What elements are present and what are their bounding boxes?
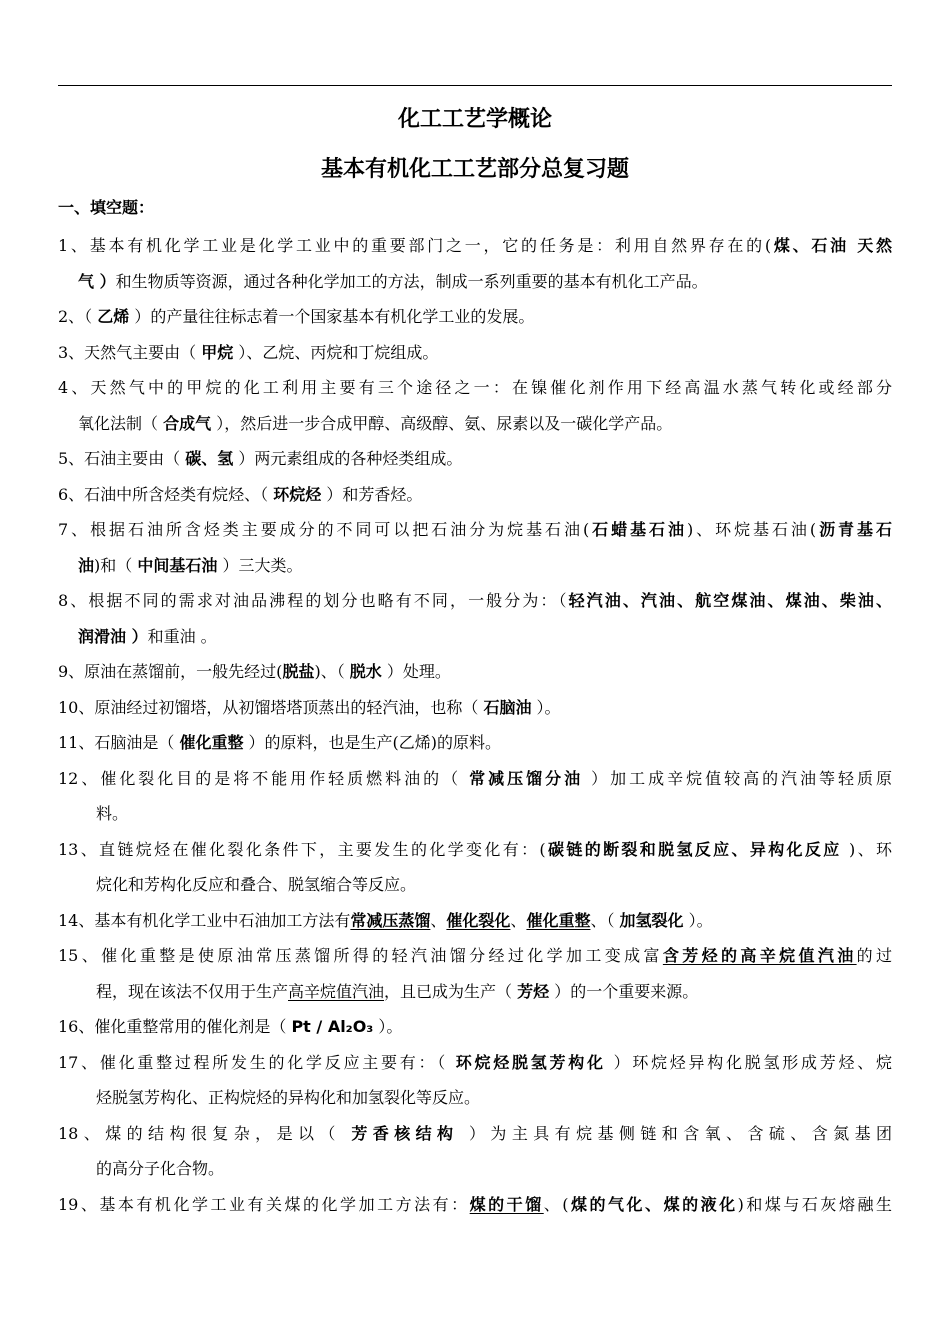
answer: 常减压蒸馏: [350, 910, 431, 930]
list-item: [58, 761, 892, 832]
item-line: 程，现在该法不仅用于生产高辛烷值汽油，且已成为生产（ 芳烃 ）的一个重要来源。: [96, 981, 699, 1001]
answer: 轻汽油、汽油、航空煤油、煤油、柴油、: [568, 591, 892, 610]
answer: 加氢裂化: [619, 910, 684, 930]
list-item: [58, 512, 892, 583]
answer: 高辛烷值汽油: [288, 981, 385, 1001]
answer: 脱盐: [282, 662, 315, 681]
item-line: 17、催化重整过程所发生的化学反应主要有：（ 环烷烃脱氢芳构化 ）环烷烃异构化脱氢形成芳烃、烷: [58, 1052, 892, 1072]
item-line: 烃脱氢芳构化、正构烷烃的异构化和加氢裂化等反应。: [96, 1088, 481, 1107]
list-item: [58, 832, 892, 903]
answer: 油: [78, 555, 95, 575]
answer: 合成气: [163, 413, 212, 433]
answer: 石脑油: [483, 697, 532, 717]
answer: 含芳烃的高辛烷值汽油: [662, 946, 857, 965]
item-line: 16、催化重整常用的催化剂是（ Pt / Al₂O₃ ）。: [58, 1017, 403, 1036]
item-line: 19、基本有机化学工业有关煤的化学加工方法有：煤的干馏、(煤的气化、煤的液化)和煤与石灰熔融生: [58, 1194, 892, 1214]
item-line: 2、（ 乙烯 ）的产量往往标志着一个国家基本有机化学工业的发展。: [58, 307, 535, 326]
item-line: 5、石油主要由（ 碳、氢 ）两元素组成的各种烃类组成。: [58, 449, 463, 468]
answer: Pt / Al₂O₃: [291, 1017, 374, 1036]
answer: 芳香核结构: [351, 1123, 459, 1143]
item-line: 气 ）和生物质等资源，通过各种化学加工的方法，制成一系列重要的基本有机化工产品。: [78, 271, 708, 291]
answer: 碳、氢: [185, 449, 234, 468]
header-rule: [58, 85, 892, 86]
list-item: [58, 583, 892, 654]
section-heading: 一、填空题：: [58, 198, 155, 217]
answer: 脱水: [349, 662, 382, 681]
list-item: [58, 228, 892, 299]
list-item: [58, 299, 892, 335]
item-line: 料。: [96, 804, 129, 823]
list-item: [58, 441, 892, 477]
item-line: 油)和（ 中间基石油 ）三大类。: [78, 555, 303, 575]
answer: 煤的干馏: [469, 1194, 544, 1214]
item-line: 1、基本有机化学工业是化学工业中的重要部门之一，它的任务是：利用自然界存在的(煤、石油 天然: [58, 236, 892, 255]
item-line: 7、根据石油所含烃类主要成分的不同可以把石油分为烷基石油(石蜡基石油)、环烷基石油(沥青基石: [58, 520, 892, 539]
list-item: [58, 725, 892, 761]
answer: 环烷烃: [273, 484, 322, 504]
item-line: 18、煤的结构很复杂，是以（ 芳香核结构 ）为主具有烷基侧链和含氧、含硫、含氮基团: [58, 1123, 892, 1143]
answer: 石蜡基石油: [589, 520, 687, 539]
item-line: 烷化和芳构化反应和叠合、脱氢缩合等反应。: [96, 875, 417, 894]
item-line: 10、原油经过初馏塔，从初馏塔塔顶蒸出的轻汽油，也称（ 石脑油 ）。: [58, 697, 561, 717]
answer: 芳烃: [517, 981, 550, 1001]
list-item: [58, 938, 892, 1009]
item-line: 14、基本有机化学工业中石油加工方法有常减压蒸馏、催化裂化、催化重整、（ 加氢裂化 ）。: [58, 910, 713, 930]
item-line: 4、天然气中的甲烷的化工利用主要有三个途径之一：在镍催化剂作用下经高温水蒸气转化或经部分: [58, 378, 892, 397]
answer: 润滑油 ）: [78, 626, 148, 646]
item-line: 15、催化重整是使原油常压蒸馏所得的轻汽油馏分经过化学加工变成富含芳烃的高辛烷值汽油的过: [58, 946, 892, 965]
list-item: [58, 1045, 892, 1116]
item-line: 3、天然气主要由（ 甲烷 ）、乙烷、丙烷和丁烷组成。: [58, 342, 439, 362]
answer: 煤、石油 天然: [771, 236, 892, 255]
list-item: [58, 690, 892, 726]
item-line: 润滑油 ）和重油 。: [78, 626, 217, 646]
answer: 常减压馏分油: [469, 768, 584, 788]
list-item: [58, 370, 892, 441]
answer: 催化重整: [526, 910, 591, 930]
list-item: [58, 335, 892, 371]
item-line: 9、原油在蒸馏前，一般先经过(脱盐)、（ 脱水 ）处理。: [58, 662, 451, 681]
answer: 气 ）: [78, 271, 116, 291]
list-item: [58, 903, 892, 939]
item-line: 8、根据不同的需求对油品沸程的划分也略有不同，一般分为：（轻汽油、汽油、航空煤油、煤油、柴油、: [58, 591, 892, 610]
answer: 碳链的断裂和脱氢反应、异构化反应: [545, 839, 842, 859]
list-item: [58, 1116, 892, 1187]
answer: 沥青基石: [816, 520, 892, 539]
question-list: [58, 228, 892, 1222]
answer: 甲烷: [201, 342, 234, 362]
item-line: 的高分子化合物。: [96, 1159, 225, 1178]
list-item: [58, 477, 892, 513]
answer: 乙烯: [97, 307, 130, 326]
answer: 煤的气化、煤的液化: [568, 1194, 738, 1214]
answer: 催化重整: [179, 733, 244, 752]
item-line: 12、催化裂化目的是将不能用作轻质燃料油的（ 常减压馏分油 ）加工成辛烷值较高的汽油等轻质原: [58, 768, 892, 788]
document-title: 化工工艺学概论: [397, 107, 552, 132]
item-line: 氧化法制（ 合成气 ），然后进一步合成甲醇、高级醇、氨、尿素以及一碳化学产品。: [78, 413, 673, 433]
answer: 环烷烃脱氢芳构化: [455, 1052, 606, 1072]
list-item: [58, 654, 892, 690]
item-line: 13、直链烷烃在催化裂化条件下，主要发生的化学变化有：(碳链的断裂和脱氢反应、异构化反应 )、环: [58, 839, 892, 859]
answer: 催化裂化: [446, 910, 511, 930]
list-item: [58, 1187, 892, 1223]
item-line: 6、石油中所含烃类有烷烃、（ 环烷烃 ）和芳香烃。: [58, 484, 423, 504]
document-subtitle: 基本有机化工工艺部分总复习题: [320, 157, 629, 182]
answer: 中间基石油: [137, 555, 218, 575]
list-item: [58, 1009, 892, 1045]
item-line: 11、石脑油是（ 催化重整 ）的原料，也是生产(乙烯)的原料。: [58, 733, 502, 752]
